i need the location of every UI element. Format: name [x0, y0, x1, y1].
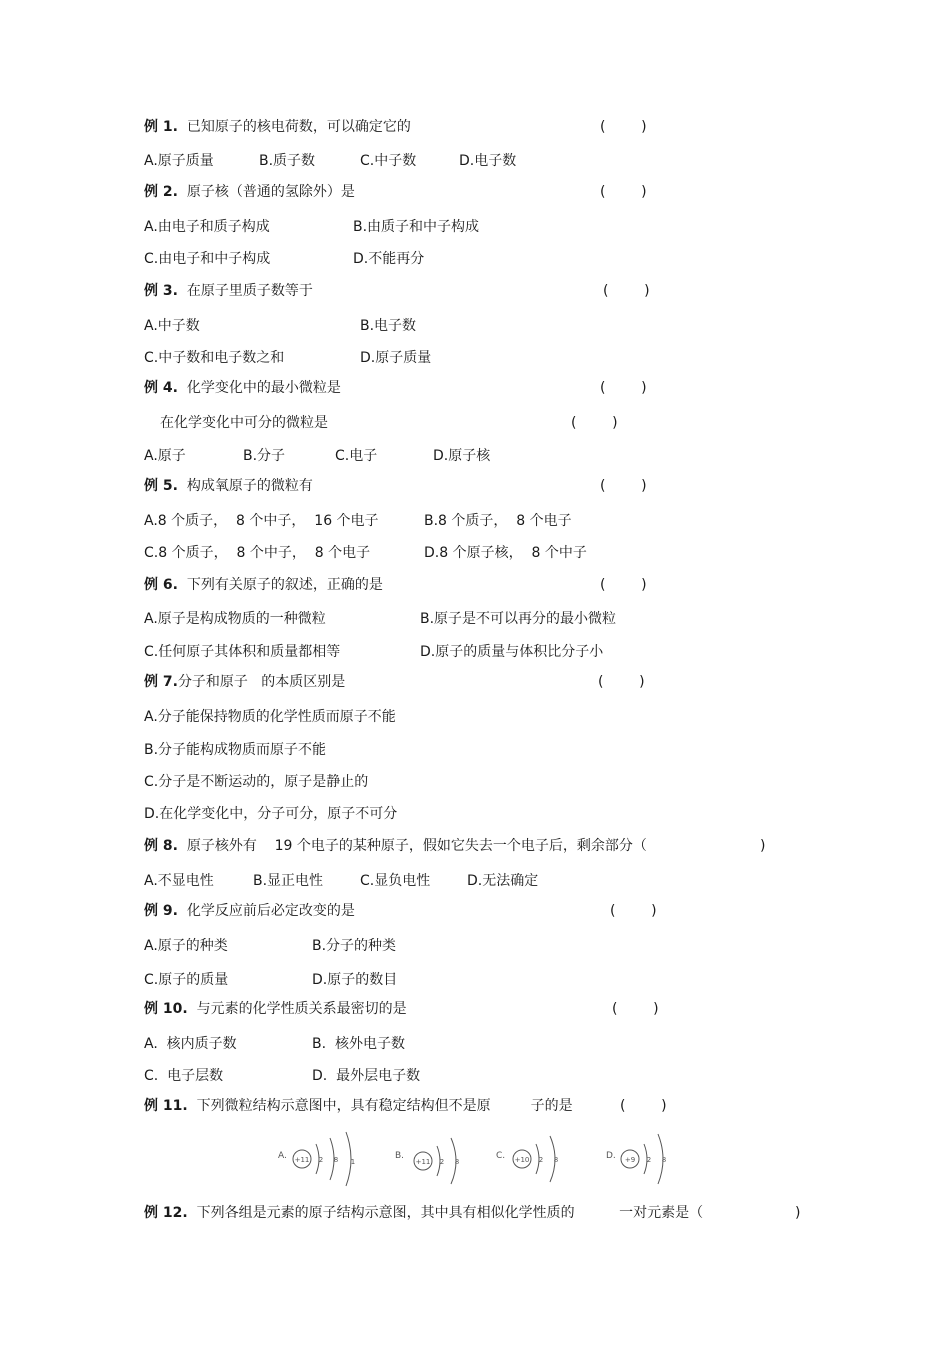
nucleus-charge: +10: [514, 1156, 530, 1164]
atom-label: A.: [278, 1151, 287, 1161]
answer-blank: ( ): [600, 119, 647, 135]
question-number: 例 4.: [144, 380, 178, 396]
answer-blank: ( ): [600, 184, 647, 200]
question-number: 例 6.: [144, 577, 178, 593]
question-text: 在原子里质子数等于: [186, 283, 313, 299]
question-2: [144, 183, 355, 201]
question-text: 原子核（普通的氢除外）是: [186, 184, 355, 200]
option-c: C.8 个质子， 8 个中子， 8 个电子: [144, 545, 371, 561]
shell-electrons: 8: [454, 1158, 460, 1166]
option-b: B.电子数: [360, 318, 417, 334]
option-a: A.原子: [144, 448, 186, 464]
option-a: A.原子的种类: [144, 938, 228, 954]
shell-electrons: 2: [646, 1156, 652, 1164]
option-b: B.分子的种类: [312, 938, 397, 954]
option-b: B.显正电性: [253, 873, 324, 889]
question-number: 例 5.: [144, 478, 178, 494]
question-number: 例 3.: [144, 283, 178, 299]
option-c: C.显负电性: [360, 873, 431, 889]
option-a: A.原子质量: [144, 153, 214, 169]
question-9: [144, 902, 355, 920]
shell-electrons: 8: [553, 1156, 559, 1164]
option-d: D.不能再分: [353, 251, 425, 267]
answer-blank: ( ): [610, 903, 657, 919]
atom-diagram-a: [278, 1128, 368, 1188]
question-10: [144, 1000, 407, 1018]
option-d: D.原子核: [433, 448, 491, 464]
answer-blank: ): [760, 838, 766, 854]
question-1: [144, 118, 411, 136]
option-c: C.电子: [335, 448, 378, 464]
answer-blank: ( ): [603, 283, 650, 299]
answer-blank: ( ): [598, 674, 645, 690]
atom-diagram-c: [496, 1128, 576, 1188]
option-c: C. 电子层数: [144, 1068, 224, 1084]
answer-blank: ( ): [571, 415, 618, 431]
option-d: D.8 个原子核， 8 个中子: [424, 545, 587, 561]
question-text: 与元素的化学性质关系最密切的是: [196, 1001, 407, 1017]
option-b: B.原子是不可以再分的最小微粒: [420, 611, 617, 627]
question-7: [144, 673, 345, 691]
option-a: A.分子能保持物质的化学性质而原子不能: [144, 709, 396, 725]
option-c: C.任何原子其体积和质量都相等: [144, 644, 341, 660]
question-text: 构成氧原子的微粒有: [186, 478, 313, 494]
question-text: 分子和原子 的本质区别是: [177, 674, 346, 690]
shell-electrons: 1: [350, 1158, 356, 1166]
answer-blank: ( ): [600, 577, 647, 593]
question-text: 下列微粒结构示意图中，具有稳定结构但不是原 子的是: [196, 1098, 573, 1114]
option-a: A.原子是构成物质的一种微粒: [144, 611, 326, 627]
shell-electrons: 8: [661, 1156, 667, 1164]
option-a: A.由电子和质子构成: [144, 219, 270, 235]
option-a: A. 核内质子数: [144, 1036, 237, 1052]
question-4-part-2: 在化学变化中可分的微粒是: [160, 415, 328, 431]
question-8: [144, 837, 647, 855]
question-number: 例 10.: [144, 1001, 188, 1017]
atom-label: B.: [395, 1151, 405, 1161]
option-b: B.分子: [243, 448, 286, 464]
question-12: [144, 1204, 703, 1222]
atom-label: C.: [496, 1151, 506, 1161]
question-number: 例 7.: [144, 674, 178, 690]
nucleus-charge: +11: [415, 1158, 431, 1166]
option-d: D.原子的数目: [312, 972, 398, 988]
option-c: C.原子的质量: [144, 972, 229, 988]
option-c: C.分子是不断运动的，原子是静止的: [144, 774, 369, 790]
question-text: 化学反应前后必定改变的是: [186, 903, 355, 919]
shell-electrons: 2: [439, 1158, 445, 1166]
question-6: [144, 576, 383, 594]
question-4: [144, 379, 341, 397]
nucleus-charge: +9: [624, 1156, 636, 1164]
answer-blank: ): [795, 1205, 801, 1221]
nucleus-charge: +11: [294, 1156, 310, 1164]
option-c: C.由电子和中子构成: [144, 251, 271, 267]
shell-electrons: 8: [333, 1156, 339, 1164]
question-number: 例 11.: [144, 1098, 188, 1114]
option-d: D.电子数: [459, 153, 517, 169]
question-text: 化学变化中的最小微粒是: [186, 380, 341, 396]
option-b: B. 核外电子数: [312, 1036, 405, 1052]
option-d: D.无法确定: [467, 873, 539, 889]
question-3: [144, 282, 313, 300]
option-a: A.不显电性: [144, 873, 214, 889]
question-number: 例 9.: [144, 903, 178, 919]
atom-diagram-b: [395, 1128, 475, 1188]
question-text: 下列有关原子的叙述，正确的是: [186, 577, 383, 593]
option-d: D.原子的质量与体积比分子小: [420, 644, 604, 660]
question-number: 例 1.: [144, 119, 178, 135]
option-b: B.质子数: [259, 153, 316, 169]
answer-blank: ( ): [620, 1098, 667, 1114]
answer-blank: ( ): [612, 1001, 659, 1017]
option-b: B.分子能构成物质而原子不能: [144, 742, 327, 758]
option-c: C.中子数: [360, 153, 417, 169]
question-text: 已知原子的核电荷数，可以确定它的: [186, 119, 411, 135]
option-b: B.由质子和中子构成: [353, 219, 480, 235]
question-text: 下列各组是元素的原子结构示意图，其中具有相似化学性质的 一对元素是（: [196, 1205, 704, 1221]
question-number: 例 2.: [144, 184, 178, 200]
shell-electrons: 2: [538, 1156, 544, 1164]
question-number: 例 8.: [144, 838, 178, 854]
option-a: A.8 个质子， 8 个中子， 16 个电子: [144, 513, 379, 529]
answer-blank: ( ): [600, 478, 647, 494]
option-d: D. 最外层电子数: [312, 1068, 421, 1084]
question-text: 原子核外有 19 个电子的某种原子，假如它失去一个电子后，剩余部分（: [186, 838, 647, 854]
option-d: D.在化学变化中，分子可分，原子不可分: [144, 806, 398, 822]
option-a: A.中子数: [144, 318, 200, 334]
question-number: 例 12.: [144, 1205, 188, 1221]
atom-label: D.: [606, 1151, 616, 1161]
option-c: C.中子数和电子数之和: [144, 350, 285, 366]
shell-electrons: 2: [318, 1156, 324, 1164]
option-d: D.原子质量: [360, 350, 432, 366]
atom-diagram-d: [606, 1128, 686, 1188]
answer-blank: ( ): [600, 380, 647, 396]
question-5: [144, 477, 313, 495]
option-b: B.8 个质子， 8 个电子: [424, 513, 572, 529]
question-11: [144, 1097, 573, 1115]
